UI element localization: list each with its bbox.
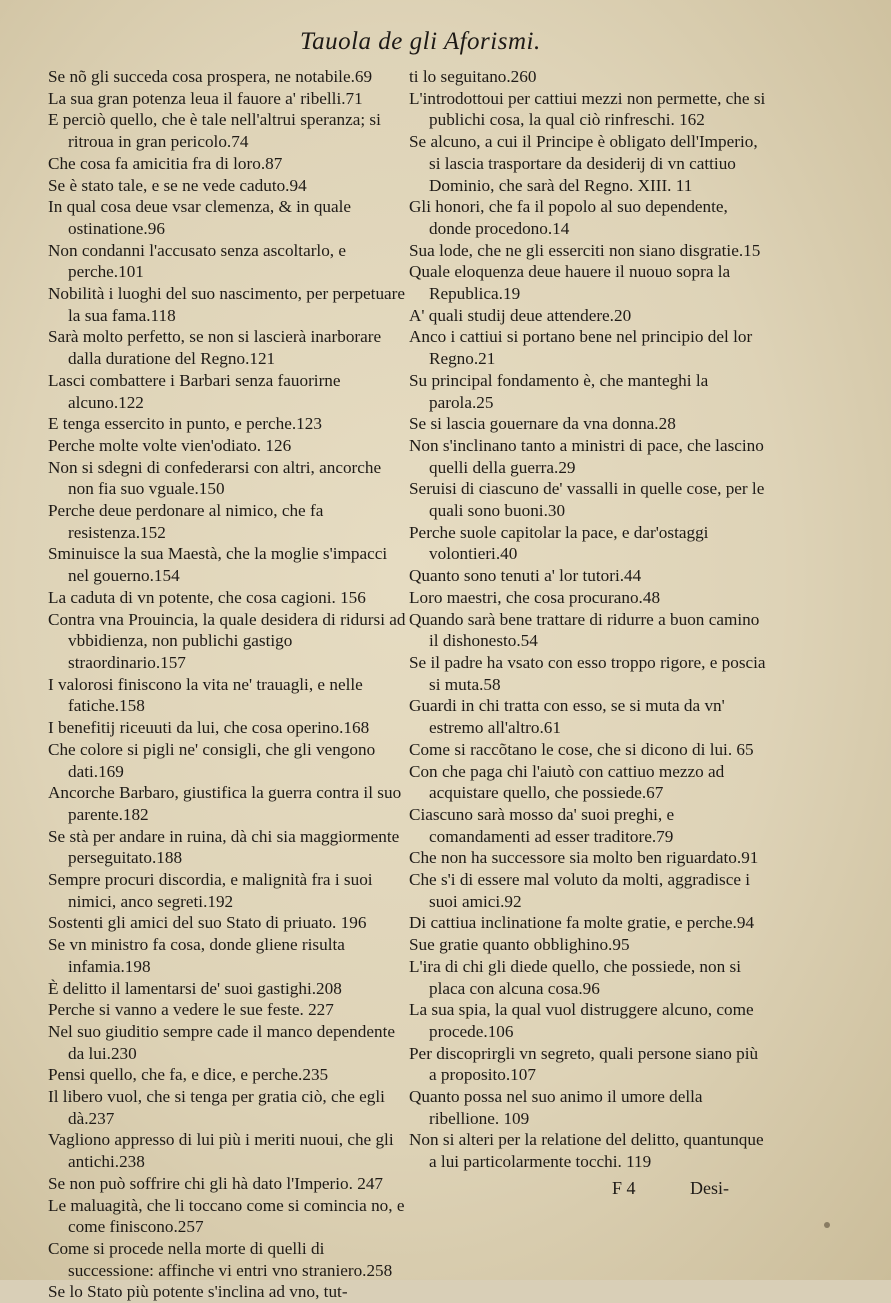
index-entry: Se stà per andare in ruina, dà chi sia maggiormente perseguitato.188 <box>48 826 400 868</box>
index-entry: L'introdottoui per cattiui mezzi non permette, che si publichi cosa, la qual ciò rinfreschi. 162 <box>409 88 766 130</box>
index-entry: Che s'i di essere mal voluto da molti, aggradisce i suoi amici.92 <box>409 870 751 911</box>
index-entry: Ciascuno sarà mosso da' suoi preghi, e comandamenti ad esser traditore.79 <box>409 804 675 846</box>
index-entry: Quale eloquenza deue hauere il nuouo sopra la Republica.19 <box>409 262 731 304</box>
index-entry: Nobilità i luoghi del suo nascimento, per perpetuare la sua fama.118 <box>48 284 406 325</box>
index-entry: Se vn ministro fa cosa, donde gliene risulta infamia.198 <box>48 935 345 976</box>
index-entry: Per discoprirgli vn segreto, quali persone siano più a proposito.107 <box>409 1043 759 1085</box>
index-entry: Come si procede nella morte di quelli di successione: affinche vi entri vno straniero.258 <box>48 1238 393 1280</box>
index-entry: Se il padre ha vsato con esso troppo rigore, e poscia si muta.58 <box>409 652 766 694</box>
index-entry: Come si raccõtano le cose, che si dicono di lui. 65 <box>409 739 754 759</box>
index-entry: Che non ha successore sia molto ben riguardato.91 <box>409 848 759 868</box>
index-entry: Sminuisce la sua Maestà, che la moglie s'impacci nel gouerno.154 <box>48 544 388 586</box>
right-column <box>409 66 767 1173</box>
index-entry: Loro maestri, che cosa procurano.48 <box>409 587 661 607</box>
index-entry: La sua spia, la qual vuol distruggere alcuno, come procede.106 <box>409 1000 754 1041</box>
index-entry: Perche deue perdonare al nimico, che fa resistenza.152 <box>48 501 324 542</box>
index-entry: Nel suo giuditio sempre cade il manco dependente da lui.230 <box>48 1021 395 1063</box>
index-entry: Contra vna Prouincia, la quale desidera di ridursi ad vbbidienza, non publichi gastigo straordinario.157 <box>48 609 406 672</box>
index-entry: Pensi quello, che fa, e dice, e perche.235 <box>48 1065 329 1085</box>
index-entry: I benefitij riceuuti da lui, che cosa operino.168 <box>48 718 370 738</box>
index-entry: Vagliono appresso di lui più i meriti nuoui, che gli antichi.238 <box>48 1130 394 1172</box>
index-entry: Se è stato tale, e se ne vede caduto.94 <box>48 175 307 195</box>
paper-spot <box>824 1222 830 1228</box>
index-entry: Non condanni l'accusato senza ascoltarlo, e perche.101 <box>48 240 347 282</box>
index-entry: Di cattiua inclinatione fa molte gratie, e perche.94 <box>409 913 755 933</box>
index-entry: Se alcuno, a cui il Principe è obligato dell'Imperio, si lascia trasportare da desiderij di vn cattiuo Dominio, che sarà del Regno. XIII. 11 <box>409 132 758 195</box>
page-footer <box>612 1178 729 1199</box>
index-entry: A' quali studij deue attendere.20 <box>409 305 632 325</box>
index-entry: La sua gran potenza leua il fauore a' ribelli.71 <box>48 88 363 108</box>
index-entry: Quanto sono tenuti a' lor tutori.44 <box>409 566 642 586</box>
index-entry: Se si lascia gouernare da vna donna.28 <box>409 414 676 434</box>
index-entry: Sostenti gli amici del suo Stato di priuato. 196 <box>48 913 367 933</box>
index-entry: La caduta di vn potente, che cosa cagioni. 156 <box>48 587 366 607</box>
index-entry: Il libero vuol, che si tenga per gratia ciò, che egli dà.237 <box>48 1087 385 1128</box>
index-entry: Sua lode, che ne gli esserciti non siano disgratie.15 <box>409 240 761 260</box>
signature-mark: F 4 <box>612 1178 636 1198</box>
index-entry: Non si alteri per la relatione del delitto, quantunque a lui particolarmente tocchi. 119 <box>409 1130 764 1172</box>
index-entry: Perche molte volte vien'odiato. 126 <box>48 435 292 455</box>
index-entry: Non si sdegni di confederarsi con altri, ancorche non fia suo vguale.150 <box>48 457 382 499</box>
index-entry: Su principal fondamento è, che manteghi la parola.25 <box>409 370 709 412</box>
catchword: Desi- <box>690 1178 730 1198</box>
index-entry: In qual cosa deue vsar clemenza, & in quale ostinatione.96 <box>48 197 352 238</box>
index-entry: Sempre procuri discordia, e malignità fra i suoi nimici, anco segreti.192 <box>48 870 373 911</box>
index-entry: Se nõ gli succeda cosa prospera, ne notabile.69 <box>48 67 373 86</box>
left-column <box>48 66 406 1303</box>
index-entry: L'ira di chi gli diede quello, che possiede, non si placa con alcuna cosa.96 <box>409 956 741 998</box>
index-entry: Non s'inclinano tanto a ministri di pace, che lascino quelli della guerra.29 <box>409 435 764 477</box>
index-entry: Perche si vanno a vedere le sue feste. 227 <box>48 1000 334 1020</box>
index-entry: E tenga essercito in punto, e perche.123 <box>48 414 322 434</box>
page-title: Tauola de gli Aforismi. <box>300 28 541 55</box>
index-entry: Perche suole capitolar la pace, e dar'ostaggi volontieri.40 <box>409 522 709 564</box>
index-entry: Anco i cattiui si portano bene nel principio del lor Regno.21 <box>409 327 753 369</box>
index-entry: È delitto il lamentarsi de' suoi gastighi.208 <box>48 978 342 998</box>
index-entry: Con che paga chi l'aiutò con cattiuo mezzo ad acquistare quello, che possiede.67 <box>409 761 725 803</box>
index-entry: Ancorche Barbaro, giustifica la guerra contra il suo parente.182 <box>48 783 402 824</box>
index-entry: Che colore si pigli ne' consigli, che gli vengono dati.169 <box>48 739 376 781</box>
index-entry: Che cosa fa amicitia fra di loro.87 <box>48 153 283 173</box>
index-entry: ti lo seguitano.260 <box>409 67 537 86</box>
index-entry: Quando sarà bene trattare di ridurre a buon camino il dishonesto.54 <box>409 609 760 651</box>
index-entry: Sarà molto perfetto, se non si lascierà inarborare dalla duratione del Regno.121 <box>48 327 382 369</box>
index-entry: Guardi in chi tratta con esso, se si muta da vn' estremo all'altro.61 <box>409 696 725 738</box>
index-entry: Se non può soffrire chi gli hà dato l'Imperio. 247 <box>48 1173 384 1193</box>
index-entry: Sue gratie quanto obblighino.95 <box>409 935 630 955</box>
index-entry: Gli honori, che fa il popolo al suo dependente, donde procedono.14 <box>409 197 728 238</box>
index-entry: Lasci combattere i Barbari senza fauorirne alcuno.122 <box>48 370 341 412</box>
index-entry: Quanto possa nel suo animo il umore della ribellione. 109 <box>409 1087 703 1128</box>
index-entry: Seruisi di ciascuno de' vassalli in quelle cose, per le quali sono buoni.30 <box>409 479 765 521</box>
index-entry: Se lo Stato più potente s'inclina ad vno, tut- <box>48 1282 348 1302</box>
index-entry: Le maluagità, che li toccano come si comincia no, e come finiscono.257 <box>48 1195 405 1237</box>
index-entry: E perciò quello, che è tale nell'altrui speranza; si ritroua in gran pericolo.74 <box>48 110 381 152</box>
index-entry: I valorosi finiscono la vita ne' trauagli, e nelle fatiche.158 <box>48 674 363 716</box>
